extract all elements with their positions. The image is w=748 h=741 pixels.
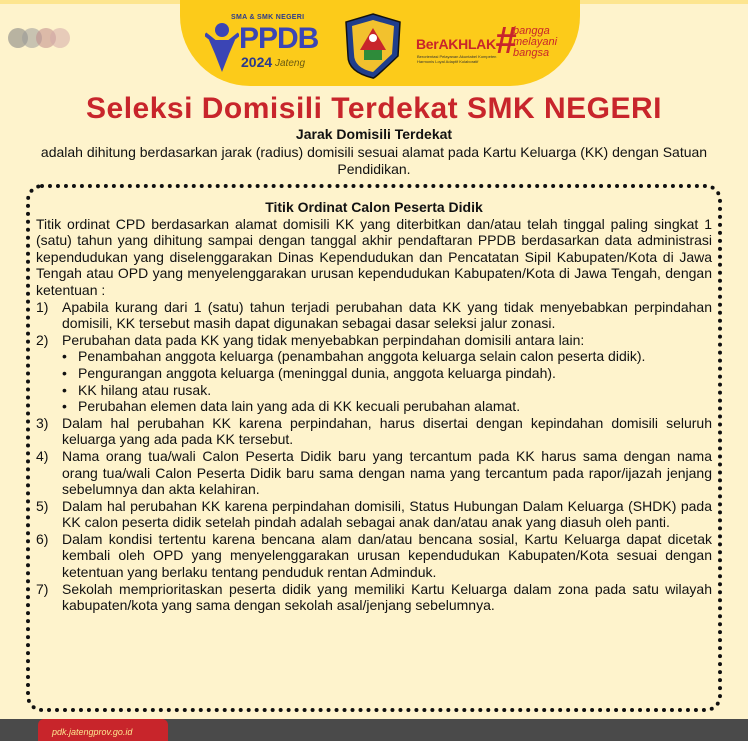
item-number: 4) [36,447,49,464]
item-text: Sekolah memprioritaskan peserta didik yang memiliki Kartu Keluarga dalam zona pada satu wilayah kabupaten/kota yang sama dengan sekolah asal/jenjang sebelumnya. [62,580,712,614]
item-number: 5) [36,497,49,514]
list-item [36,581,712,614]
item-text: Perubahan data pada KK yang tidak menyebabkan perpindahan domisili antara lain: [62,331,585,348]
jawa-tengah-crest-icon [342,12,404,80]
item-number: 6) [36,530,49,547]
ppdb-year: 2024 [241,54,273,70]
item-number: 2) [36,331,49,348]
footer-url[interactable]: pdk.jatengprov.go.id [52,727,133,737]
item-body [62,332,712,415]
ppdb-wordmark: PPDB [239,22,319,55]
bullet-text: Pengurangan anggota keluarga (meninggal dunia, anggota keluarga pindah). [78,364,556,381]
list-item [36,531,712,581]
item-text: Dalam hal perubahan KK karena perpindahan, harus disertai dengan kepindahan domisili seluruh keluarga yang ada pada KK tersebut. [62,414,712,448]
bullet-icon: • [62,348,67,365]
list-item [36,498,712,531]
item-text: Nama orang tua/wali Calon Peserta Didik baru yang tercantum pada KK harus sama dengan nama orang tua/wali Calon Peserta Didik baru sama dengan nama yang tercantum pada rapor/ijazah jenjang sebelumnya dan akta kelahiran. [62,447,712,498]
page-title: Seleksi Domisili Terdekat SMK NEGERI [86,92,662,125]
student-figure-icon [205,20,239,76]
page-subtitle: Jarak Domisili Terdekat [295,126,453,142]
bullet-icon: • [62,398,67,415]
item-number: 3) [36,414,49,431]
bullet-text: Perubahan elemen data lain yang ada di KK kecuali perubahan alamat. [78,398,521,415]
bullet-icon: • [62,381,67,398]
bullet-text: KK hilang atau rusak. [78,381,212,398]
item-number: 7) [36,580,49,597]
bullet-text: Penambahan anggota keluarga (penambahan anggota keluarga selain calon peserta didik). [78,348,646,365]
item-text: Apabila kurang dari 1 (satu) tahun terjadi perubahan data KK yang tidak menyebabkan perpindahan domisili, KK tersebut masih dapat digunakan sebagai dasar seleksi jalur zonasi. [62,298,712,332]
bullet-list [62,348,712,414]
rules-list [36,299,712,614]
ppdb-script: Jateng [275,58,306,69]
bangga-melayani-bangsa-logo [513,26,557,59]
list-item [36,415,712,448]
footer-tag [38,719,168,741]
box-paragraph: Titik ordinat CPD berdasarkan alamat domisili KK yang diterbitkan dan/atau telah tinggal paling singkat 1 (satu) tahun yang dihitung sampai dengan tanggal akhir pendaftaran PPDB berdasarkan data administrasi kependudukan yang diselenggarakan Dinas Kependudukan dan Pencatatan Sipil Kabupaten/Kota di Jawa Tengah atau OPD yang menyelenggarakan urusan kependudukan Kabupaten/Kota di Jawa Tengah, dengan ketentuan : [36,215,712,298]
decorative-dots [8,28,64,48]
footer-bar [0,719,748,741]
list-item [36,448,712,498]
item-text: Dalam kondisi tertentu karena bencana alam dan/atau bencana sosial, Kartu Keluarga dapat dicetak kembali oleh OPD yang menyelenggarakan urusan kependudukan Kabupaten/Kota sesuai dengan ketentuan yang berlaku tentang penduduk rentan Adminduk. [62,530,712,581]
melayani-word: melayani [513,36,558,48]
berakhlak-logo: BerAKHLAK [416,36,496,52]
hashtag-mark: # [495,20,517,62]
list-item [36,299,712,332]
bangsa-word: bangsa [513,47,550,59]
bullet-item [62,365,712,382]
ppdb-logo [205,14,319,80]
box-title: Titik Ordinat Calon Peserta Didik [265,199,483,215]
intro-text: adalah dihitung berdasarkan jarak (radius) domisili sesuai alamat pada Kartu Keluarga (KK) dengan Satuan Pendidikan. [40,144,708,177]
dot [50,28,70,48]
item-text: Dalam hal perubahan KK karena perpindahan domisili, Status Hubungan Dalam Keluarga (SHDK) pada KK calon peserta didik setelah pindah adalah sebagai anak dan/atau anak yang diasuh oleh panti. [62,497,712,531]
ppdb-top-label: SMA & SMK NEGERI [231,14,305,21]
bullet-item [62,398,712,415]
item-number: 1) [36,298,49,315]
bullet-item [62,382,712,399]
box-content [36,199,712,614]
bangga-word: bangga [513,25,550,37]
list-item [36,332,712,415]
bullet-icon: • [62,364,67,381]
berakhlak-tagline: Berorientasi Pelayanan Akuntabel Kompeten Harmonis Loyal Adaptif Kolaboratif [417,54,497,64]
bullet-item [62,348,712,365]
